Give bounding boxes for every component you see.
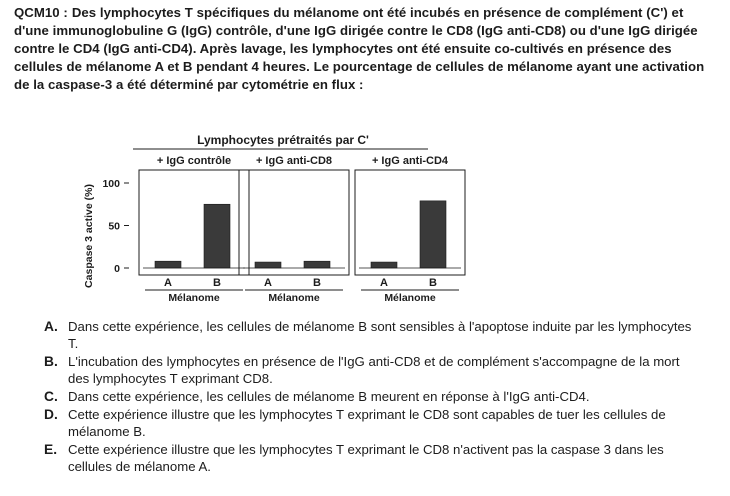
answer-letter: B. [44, 354, 58, 369]
answer-text: Cette expérience illustre que les lymphocytes T exprimant le CD8 sont capables de tuer les cellules de mélanome B. [68, 407, 666, 439]
panel-frame [239, 170, 349, 275]
x-axis-label: Mélanome [384, 292, 436, 304]
chart-panels [139, 155, 465, 304]
bar-a [155, 261, 181, 268]
answer-text: L'incubation des lymphocytes en présence de l'IgG anti-CD8 et de complément s'accompagne de la mort des lymphocytes T exprimant CD8. [68, 354, 680, 386]
category-label: B [313, 277, 321, 289]
y-tick-label: 100 [102, 178, 120, 190]
answer-text: Dans cette expérience, les cellules de mélanome B meurent en réponse à l'IgG anti-CD4. [68, 389, 590, 404]
chart-panel [239, 155, 349, 304]
x-axis-label: Mélanome [268, 292, 320, 304]
category-label: A [264, 277, 272, 289]
answer-text: Dans cette expérience, les cellules de mélanome B sont sensibles à l'apoptose induite par les lymphocytes T. [68, 319, 692, 351]
y-tick-label: 50 [108, 220, 120, 233]
answer-c[interactable] [44, 388, 704, 405]
bar-a [255, 262, 281, 268]
bar-b [204, 204, 230, 268]
bar-a [371, 262, 397, 268]
caspase-bar-chart [76, 130, 466, 312]
y-tick-label: 0 [114, 263, 120, 275]
answer-letter: E. [44, 442, 58, 457]
answer-list [44, 318, 704, 476]
chart-title: Lymphocytes prétraités par C' [197, 133, 369, 147]
chart-canvas [76, 130, 466, 312]
category-label: A [380, 277, 388, 289]
question-text: Des lymphocytes T spécifiques du mélanome ont été incubés en présence de complément (C') et d'une immunoglobuline G (IgG) contrôle, d'une IgG dirigée contre le CD8 (IgG anti-CD8) ou d'une IgG dirigée contre le CD4 (IgG anti-CD4). Après lavage, les lymphocytes ont été ensuite co-cultivés en présence des cellules de mélanome A et B pendant 4 heures. Le pourcentage de cellules de mélanome ayant une activation de la caspase-3 a été déterminé par cytométrie en flux : [14, 5, 705, 92]
bar-b [420, 201, 446, 268]
answer-b[interactable] [44, 353, 704, 387]
panel-name: + IgG contrôle [156, 155, 232, 167]
question-label: QCM10 : [14, 5, 68, 20]
question-block [14, 4, 718, 94]
category-label: A [164, 277, 172, 289]
category-label: B [213, 277, 221, 289]
y-axis [102, 178, 129, 275]
chart-panel [355, 155, 465, 304]
answer-e[interactable] [44, 441, 704, 475]
panel-frame [139, 170, 249, 275]
answer-letter: D. [44, 407, 58, 422]
bar-b [304, 261, 330, 268]
answer-letter: C. [44, 389, 58, 404]
chart-panel [139, 155, 249, 304]
panel-frame [355, 170, 465, 275]
answer-text: Cette expérience illustre que les lymphocytes T exprimant le CD8 n'activent pas la caspase 3 dans les cellules de mélanome A. [68, 442, 664, 474]
answer-a[interactable] [44, 318, 704, 352]
y-axis-label: Caspase 3 active (%) [83, 184, 95, 288]
answer-d[interactable] [44, 406, 704, 440]
panel-name: + IgG anti-CD8 [255, 155, 333, 167]
category-label: B [429, 277, 437, 289]
x-axis-label: Mélanome [168, 292, 220, 304]
panel-name: + IgG anti-CD4 [371, 155, 449, 167]
answer-letter: A. [44, 319, 58, 334]
